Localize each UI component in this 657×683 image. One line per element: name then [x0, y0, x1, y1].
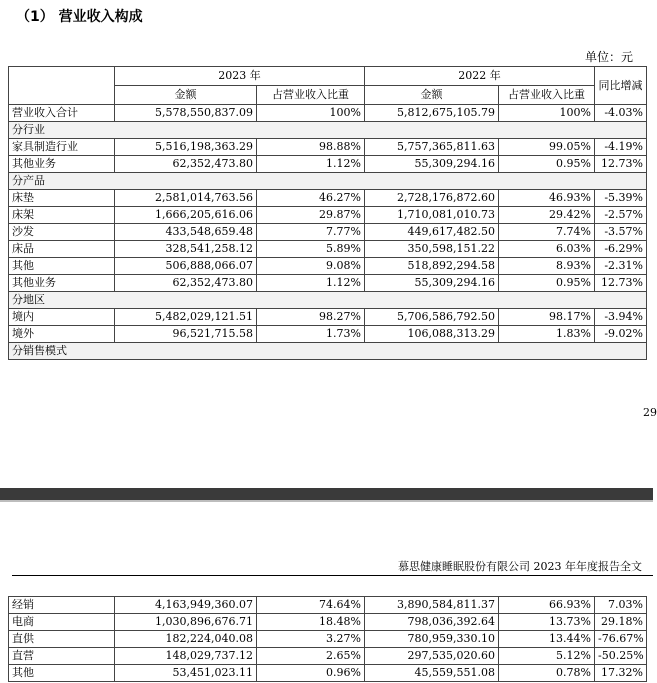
amount-2022: 297,535,020.60	[365, 648, 499, 665]
page-separator	[0, 488, 653, 500]
yoy-change: 29.18%	[595, 614, 647, 631]
amount-2022: 1,710,081,010.73	[365, 207, 499, 224]
ratio-2023: 98.27%	[257, 309, 365, 326]
yoy-change: -2.57%	[595, 207, 647, 224]
header-ratio-2022: 占营业收入比重	[499, 86, 595, 105]
amount-2023: 1,666,205,616.06	[115, 207, 257, 224]
yoy-change: -4.19%	[595, 139, 647, 156]
group-title: 分产品	[9, 173, 647, 190]
yoy-change: 7.03%	[595, 597, 647, 614]
ratio-2022: 5.12%	[499, 648, 595, 665]
ratio-2022: 8.93%	[499, 258, 595, 275]
revenue-table-continued-body	[9, 597, 647, 682]
table-row	[9, 648, 647, 665]
group-header-row	[9, 122, 647, 139]
header-ratio-2023: 占营业收入比重	[257, 86, 365, 105]
table-row	[9, 241, 647, 258]
yoy-change: -76.67%	[595, 631, 647, 648]
ratio-2022: 66.93%	[499, 597, 595, 614]
ratio-2023: 100%	[257, 105, 365, 122]
header-yoy: 同比增减	[595, 67, 647, 105]
row-label: 直营	[9, 648, 115, 665]
revenue-table-continued	[8, 596, 647, 682]
header-year-2023: 2023 年	[115, 67, 365, 86]
ratio-2023: 98.88%	[257, 139, 365, 156]
ratio-2022: 46.93%	[499, 190, 595, 207]
table-row	[9, 631, 647, 648]
yoy-change: -3.94%	[595, 309, 647, 326]
amount-2022: 798,036,392.64	[365, 614, 499, 631]
yoy-change: -50.25%	[595, 648, 647, 665]
yoy-change: 17.32%	[595, 665, 647, 682]
row-label: 其他	[9, 665, 115, 682]
row-label: 床垫	[9, 190, 115, 207]
amount-2022: 5,757,365,811.63	[365, 139, 499, 156]
ratio-2022: 6.03%	[499, 241, 595, 258]
yoy-change: -2.31%	[595, 258, 647, 275]
amount-2023: 5,482,029,121.51	[115, 309, 257, 326]
table-row	[9, 258, 647, 275]
ratio-2023: 1.12%	[257, 275, 365, 292]
yoy-change: -3.57%	[595, 224, 647, 241]
row-label: 其他业务	[9, 156, 115, 173]
yoy-change: -4.03%	[595, 105, 647, 122]
table-row	[9, 156, 647, 173]
table-row	[9, 665, 647, 682]
amount-2022: 5,812,675,105.79	[365, 105, 499, 122]
ratio-2022: 1.83%	[499, 326, 595, 343]
unit-label: 单位：元	[585, 50, 634, 64]
group-header-row	[9, 343, 647, 360]
group-title: 分销售模式	[9, 343, 647, 360]
ratio-2023: 1.12%	[257, 156, 365, 173]
header-blank	[9, 67, 115, 105]
table-row	[9, 275, 647, 292]
ratio-2022: 99.05%	[499, 139, 595, 156]
row-label: 境外	[9, 326, 115, 343]
amount-2023: 5,578,550,837.09	[115, 105, 257, 122]
amount-2022: 55,309,294.16	[365, 156, 499, 173]
ratio-2023: 46.27%	[257, 190, 365, 207]
amount-2022: 518,892,294.58	[365, 258, 499, 275]
table-row	[9, 326, 647, 343]
row-label: 营业收入合计	[9, 105, 115, 122]
table-row-total	[9, 105, 647, 122]
amount-2023: 328,541,258.12	[115, 241, 257, 258]
amount-2023: 62,352,473.80	[115, 156, 257, 173]
row-label: 电商	[9, 614, 115, 631]
row-label: 沙发	[9, 224, 115, 241]
row-label: 家具制造行业	[9, 139, 115, 156]
table-row	[9, 224, 647, 241]
ratio-2023: 3.27%	[257, 631, 365, 648]
group-title: 分地区	[9, 292, 647, 309]
yoy-change: 12.73%	[595, 275, 647, 292]
amount-2023: 5,516,198,363.29	[115, 139, 257, 156]
amount-2022: 780,959,330.10	[365, 631, 499, 648]
header-rule	[12, 575, 653, 576]
row-label: 直供	[9, 631, 115, 648]
ratio-2022: 29.42%	[499, 207, 595, 224]
row-label: 床架	[9, 207, 115, 224]
amount-2022: 55,309,294.16	[365, 275, 499, 292]
group-header-row	[9, 292, 647, 309]
ratio-2022: 100%	[499, 105, 595, 122]
amount-2022: 2,728,176,872.60	[365, 190, 499, 207]
header-row-years	[9, 67, 647, 86]
ratio-2023: 9.08%	[257, 258, 365, 275]
ratio-2022: 13.73%	[499, 614, 595, 631]
table-row	[9, 190, 647, 207]
ratio-2022: 0.95%	[499, 156, 595, 173]
amount-2022: 3,890,584,811.37	[365, 597, 499, 614]
table-row	[9, 139, 647, 156]
ratio-2023: 0.96%	[257, 665, 365, 682]
ratio-2022: 0.95%	[499, 275, 595, 292]
ratio-2023: 29.87%	[257, 207, 365, 224]
group-header-row	[9, 173, 647, 190]
ratio-2022: 13.44%	[499, 631, 595, 648]
amount-2022: 45,559,551.08	[365, 665, 499, 682]
section-title: （1） 营业收入构成	[16, 9, 143, 25]
ratio-2022: 7.74%	[499, 224, 595, 241]
ratio-2023: 5.89%	[257, 241, 365, 258]
header-amount-2022: 金额	[365, 86, 499, 105]
yoy-change: -6.29%	[595, 241, 647, 258]
ratio-2023: 7.77%	[257, 224, 365, 241]
amount-2022: 5,706,586,792.50	[365, 309, 499, 326]
table-row	[9, 614, 647, 631]
ratio-2023: 74.64%	[257, 597, 365, 614]
amount-2023: 148,029,737.12	[115, 648, 257, 665]
yoy-change: -9.02%	[595, 326, 647, 343]
row-label: 经销	[9, 597, 115, 614]
revenue-table-body	[9, 67, 647, 360]
amount-2022: 350,598,151.22	[365, 241, 499, 258]
table-row	[9, 207, 647, 224]
row-label: 床品	[9, 241, 115, 258]
ratio-2023: 18.48%	[257, 614, 365, 631]
row-label: 其他	[9, 258, 115, 275]
group-title: 分行业	[9, 122, 647, 139]
amount-2023: 182,224,040.08	[115, 631, 257, 648]
ratio-2023: 2.65%	[257, 648, 365, 665]
amount-2023: 4,163,949,360.07	[115, 597, 257, 614]
page-number: 29	[643, 406, 657, 419]
running-header: 慕思健康睡眠股份有限公司 2023 年年度报告全文	[398, 560, 642, 573]
amount-2022: 106,088,313.29	[365, 326, 499, 343]
amount-2023: 96,521,715.58	[115, 326, 257, 343]
amount-2023: 1,030,896,676.71	[115, 614, 257, 631]
amount-2022: 449,617,482.50	[365, 224, 499, 241]
table-row	[9, 309, 647, 326]
revenue-table	[8, 66, 647, 360]
ratio-2022: 0.78%	[499, 665, 595, 682]
amount-2023: 2,581,014,763.56	[115, 190, 257, 207]
ratio-2023: 1.73%	[257, 326, 365, 343]
amount-2023: 53,451,023.11	[115, 665, 257, 682]
header-amount-2023: 金额	[115, 86, 257, 105]
amount-2023: 506,888,066.07	[115, 258, 257, 275]
yoy-change: 12.73%	[595, 156, 647, 173]
row-label: 其他业务	[9, 275, 115, 292]
page-separator-shadow	[0, 500, 653, 502]
row-label: 境内	[9, 309, 115, 326]
amount-2023: 62,352,473.80	[115, 275, 257, 292]
table-row	[9, 597, 647, 614]
header-year-2022: 2022 年	[365, 67, 595, 86]
ratio-2022: 98.17%	[499, 309, 595, 326]
amount-2023: 433,548,659.48	[115, 224, 257, 241]
yoy-change: -5.39%	[595, 190, 647, 207]
